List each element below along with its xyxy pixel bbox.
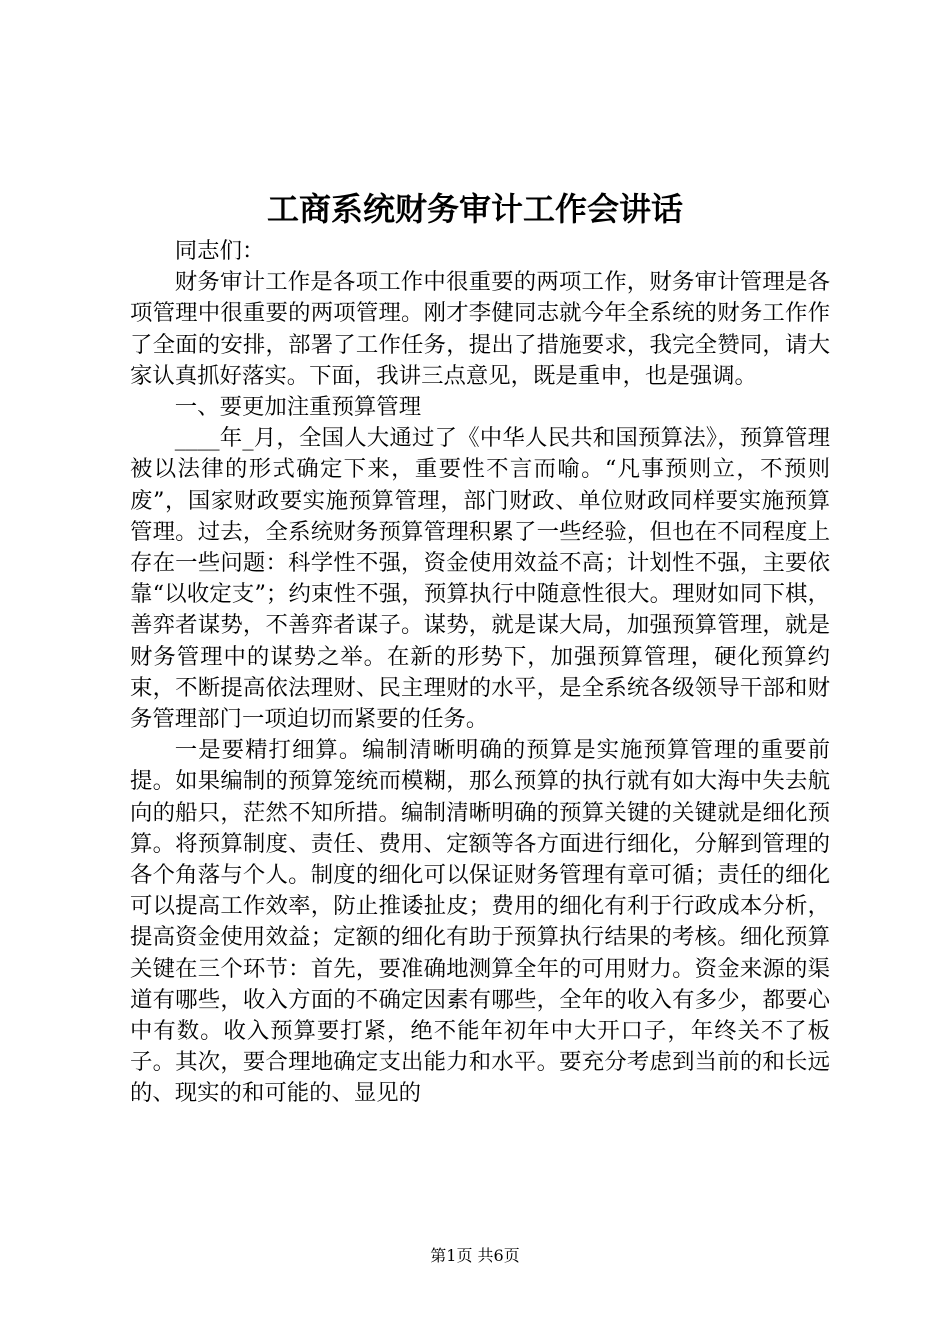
body-paragraph: 一是要精打细算。编制清晰明确的预算是实施预算管理的重要前提。如果编制的预算笼统而模糊，那么预算的执行就有如大海中失去航向的船只，茫然不知所措。编制清晰明确的预算关键的关键就是细化预算。将预算制度、责任、费用、定额等各方面进行细化，分解到管理的各个角落与个人。制度的细化可以保证财务管理有章可循；责任的细化可以提高工作效率，防止推诿扯皮；费用的细化有利于行政成本分析，提高资金使用效益；定额的细化有助于预算执行结果的考核。细化预算关键在三个环节：首先，要准确地测算全年的可用财力。资金来源的渠道有哪些，收入方面的不确定因素有哪些，全年的收入有多少，都要心中有数。收入预算要打紧，绝不能年初年中大开口子，年终关不了板子。其次，要合理地确定支出能力和水平。要充分考虑到当前的和长远的、现实的和可能的、显见的 — [130, 737, 830, 1107]
salutation-paragraph: 同志们： — [174, 238, 265, 264]
section-heading: 一、要更加注重预算管理 — [174, 394, 422, 421]
page-footer: 第1页 共6页 — [430, 1246, 520, 1265]
document-title: 工商系统财务审计工作会讲话 — [266, 190, 683, 228]
document-body — [130, 236, 830, 1110]
intro-paragraph: 财务审计工作是各项工作中很重要的两项工作，财务审计管理是各项管理中很重要的两项管理。刚才李健同志就今年全系统的财务工作作了全面的安排，部署了工作任务，提出了措施要求，我完全赞同，请大家认真抓好落实。下面，我讲三点意见，既是重申，也是强调。 — [130, 269, 830, 389]
body-paragraph: ____年_月，全国人大通过了《中华人民共和国预算法》，预算管理被以法律的形式确定下来，重要性不言而喻。“凡事预则立，不预则废”，国家财政要实施预算管理，部门财政、单位财政同样要实施预算管理。过去，全系统财务预算管理积累了一些经验，但也在不同程度上存在一些问题：科学性不强，资金使用效益不高；计划性不强，主要依靠“以收定支”；约束性不强，预算执行中随意性很大。理财如同下棋，善弈者谋势，不善弈者谋子。谋势，就是谋大局，加强预算管理，就是财务管理中的谋势之举。在新的形势下，加强预算管理，硬化预算约束，不断提高依法理财、民主理财的水平，是全系统各级领导干部和财务管理部门一项迫切而紧要的任务。 — [130, 425, 830, 733]
